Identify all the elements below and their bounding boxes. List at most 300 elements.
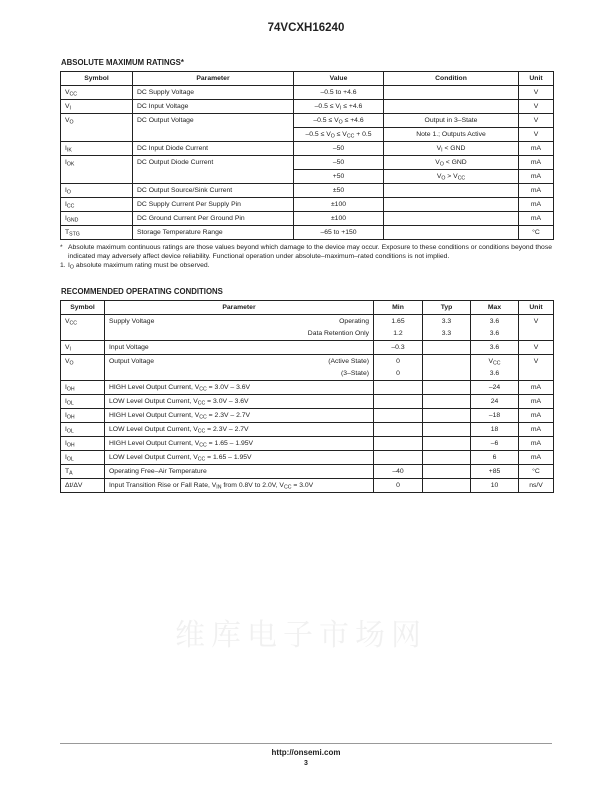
text: mA (530, 159, 542, 166)
parameter-wrap (109, 316, 369, 340)
symbol-cell (61, 465, 105, 479)
table-row (61, 100, 554, 114)
line (68, 243, 554, 261)
unit-cell (519, 409, 554, 423)
text: DC Output Source/Sink Current (137, 187, 233, 194)
parameter-cell (105, 355, 374, 381)
column-header: Parameter (133, 72, 294, 86)
value-cell (294, 142, 384, 156)
line (65, 424, 100, 436)
text: I (65, 398, 67, 405)
subscript: O (441, 175, 446, 182)
min-cell (374, 341, 423, 355)
parameter-cell (133, 86, 294, 100)
subscript: OL (66, 456, 74, 463)
subscript: CC (283, 484, 292, 491)
subscript: CC (66, 203, 75, 210)
typ-cell (423, 355, 471, 381)
line (65, 157, 128, 169)
text: 3.3 (441, 318, 452, 325)
line (109, 438, 369, 450)
text: V (436, 173, 442, 180)
text: < GND (443, 159, 467, 166)
unit-cell (519, 437, 554, 451)
symbol-cell (61, 409, 105, 423)
min-cell (374, 437, 423, 451)
line (388, 157, 514, 169)
value-cell (294, 156, 384, 170)
line (65, 316, 100, 328)
parameter-cell (133, 142, 294, 156)
line (378, 356, 418, 368)
line (378, 368, 418, 380)
subscript: GND (66, 217, 79, 224)
line (298, 101, 379, 113)
subscript: CC (197, 456, 206, 463)
text: = 2.3V – 2.7V (206, 412, 251, 419)
line (298, 129, 379, 141)
text: 10 (490, 482, 499, 489)
subscript: A (69, 470, 73, 477)
value-cell (294, 184, 384, 198)
text: V (533, 358, 539, 365)
condition-cell (384, 100, 519, 114)
min-cell (374, 381, 423, 395)
line (475, 368, 514, 380)
subscript: CC (346, 133, 355, 140)
value-cell (294, 226, 384, 240)
symbol-cell (61, 86, 133, 100)
parameter-cell (105, 409, 374, 423)
parameter-cell (105, 381, 374, 395)
line (68, 261, 210, 270)
min-cell (374, 465, 423, 479)
unit-cell (519, 114, 554, 128)
subscript: I (69, 346, 71, 353)
text: –18 (488, 412, 501, 419)
text: V (436, 145, 442, 152)
line (475, 328, 514, 340)
line (378, 328, 418, 340)
subscript: O (69, 119, 74, 126)
subscript: O (338, 119, 343, 126)
subscript: CC (197, 400, 206, 407)
line (65, 199, 128, 211)
symbol-cell (61, 114, 133, 142)
parameter-cell (133, 212, 294, 226)
line (109, 382, 369, 394)
line (109, 396, 369, 408)
line (65, 356, 100, 368)
text: Output in 3–State (424, 117, 478, 124)
text: HIGH Level Output Current, V (109, 384, 200, 391)
text: 18 (490, 426, 499, 433)
text: I (65, 159, 67, 166)
value-cell (294, 86, 384, 100)
parameter-cell (133, 156, 294, 184)
symbol-cell (61, 198, 133, 212)
unit-cell (519, 381, 554, 395)
parameter-cell (105, 479, 374, 493)
table-row (61, 142, 554, 156)
text: DC Input Diode Current (137, 145, 209, 152)
unit-cell (519, 170, 554, 184)
typ-cell (423, 381, 471, 395)
typ-cell (423, 465, 471, 479)
max-cell (471, 451, 519, 465)
unit-cell (519, 423, 554, 437)
text: mA (530, 440, 542, 447)
condition-cell (384, 212, 519, 226)
subscript: STG (69, 231, 80, 238)
line (65, 227, 128, 239)
column-header: Unit (519, 301, 554, 315)
unit-cell (519, 355, 554, 381)
max-cell (471, 409, 519, 423)
text: 3.3 (441, 330, 452, 337)
abs-max-notes (60, 243, 554, 270)
text: –0.5 ≤ V (305, 131, 331, 138)
condition-cell (384, 86, 519, 100)
table-row (61, 409, 554, 423)
unit-cell (519, 226, 554, 240)
table-row (61, 395, 554, 409)
text: Operating (339, 318, 369, 325)
subscript: OH (66, 442, 75, 449)
subscript: O (69, 360, 74, 367)
symbol-cell (61, 395, 105, 409)
table-row (61, 315, 554, 341)
unit-cell (519, 142, 554, 156)
unit-cell (519, 100, 554, 114)
footnote-mark: * (60, 244, 63, 251)
line (378, 316, 418, 328)
text: –50 (332, 145, 345, 152)
text: 0 (396, 358, 400, 365)
table-row (61, 465, 554, 479)
text: HIGH Level Output Current, V (109, 412, 200, 419)
table-row (61, 156, 554, 170)
footer-url[interactable]: http://onsemi.com (271, 748, 341, 757)
value-cell (294, 100, 384, 114)
value-cell (294, 212, 384, 226)
parameter-condition (328, 356, 369, 380)
max-cell (471, 315, 519, 341)
value-cell (294, 114, 384, 128)
table-row (61, 198, 554, 212)
text: +50 (332, 173, 345, 180)
column-header: Condition (384, 72, 519, 86)
text: T (65, 229, 70, 236)
parameter-cell (105, 315, 374, 341)
line (298, 115, 379, 127)
text: V (533, 89, 539, 96)
symbol-cell (61, 479, 105, 493)
text: V (65, 117, 70, 124)
text: mA (530, 173, 542, 180)
max-cell (471, 437, 519, 451)
max-cell (471, 423, 519, 437)
text: 3.6 (489, 344, 500, 351)
line (308, 316, 369, 328)
symbol-cell (61, 437, 105, 451)
text: mA (530, 384, 542, 391)
text: V (65, 89, 70, 96)
rec-op-conditions-table (60, 300, 554, 493)
text: ±100 (330, 201, 347, 208)
condition-cell (384, 156, 519, 170)
max-cell (471, 381, 519, 395)
text: V (533, 117, 539, 124)
subscript: I (339, 105, 342, 112)
text: –24 (488, 384, 501, 391)
footnote-text (68, 261, 210, 270)
text: LOW Level Output Current, V (109, 454, 198, 461)
footnote (60, 261, 554, 270)
condition-cell (384, 184, 519, 198)
text: = 3.0V (291, 482, 314, 489)
text: –0.5 ≤ V (313, 117, 339, 124)
text: DC Supply Voltage (137, 89, 195, 96)
text: I (65, 215, 67, 222)
text: V (533, 103, 539, 110)
text: 3.6 (489, 330, 500, 337)
line (65, 382, 100, 394)
value-cell (294, 170, 384, 184)
line (388, 171, 514, 183)
column-header: Unit (519, 72, 554, 86)
line (65, 452, 100, 464)
symbol-cell (61, 423, 105, 437)
subscript: CC (493, 360, 501, 367)
parameter-cell (105, 395, 374, 409)
watermark: 维库电子市场网 (175, 618, 427, 653)
text: (Active State) (328, 358, 369, 365)
text: mA (530, 412, 542, 419)
typ-cell (423, 423, 471, 437)
line (65, 410, 100, 422)
value-cell (294, 198, 384, 212)
footnote-text (68, 243, 554, 261)
line (427, 328, 466, 340)
symbol-cell (61, 212, 133, 226)
condition-cell (384, 170, 519, 184)
page-title: 74VCXH16240 (267, 22, 345, 34)
parameter-wrap (109, 356, 369, 380)
text: = 3.0V – 3.6V (205, 398, 249, 405)
text: 3.6 (489, 318, 500, 325)
line (388, 143, 514, 155)
text: Supply Voltage (109, 318, 155, 325)
text: V (533, 318, 539, 325)
parameter-name (109, 356, 154, 380)
text: –0.5 to +4.6 (320, 89, 357, 96)
text: from 0.8V to 2.0V, V (221, 482, 284, 489)
symbol-cell (61, 142, 133, 156)
text: I (65, 145, 67, 152)
max-cell (471, 479, 519, 493)
subscript: CC (457, 175, 466, 182)
min-cell (374, 395, 423, 409)
condition-cell (384, 226, 519, 240)
subscript: O (69, 264, 74, 271)
line (65, 87, 128, 99)
subscript: IK (66, 147, 72, 154)
typ-cell (423, 315, 471, 341)
parameter-cell (105, 423, 374, 437)
subscript: CC (199, 386, 207, 393)
parameter-cell (105, 465, 374, 479)
text: mA (530, 454, 542, 461)
content-column (60, 57, 554, 493)
text: 0 (396, 482, 400, 489)
line (475, 356, 514, 368)
subscript: CC (69, 320, 78, 327)
unit-cell (519, 198, 554, 212)
line (109, 452, 369, 464)
text: 0 (396, 370, 400, 377)
text: ns/V (529, 482, 543, 489)
footnote (60, 243, 554, 261)
min-cell (374, 479, 423, 493)
parameter-cell (133, 100, 294, 114)
column-header: Symbol (61, 72, 133, 86)
text: ≤ V (334, 131, 347, 138)
text: °C (532, 229, 540, 236)
table-row (61, 114, 554, 128)
text: DC Input Voltage (137, 103, 189, 110)
text: I (65, 412, 67, 419)
parameter-cell (105, 451, 374, 465)
text: Operating Free–Air Temperature (109, 468, 207, 475)
symbol-cell (61, 226, 133, 240)
text: DC Output Voltage (137, 117, 194, 124)
text: I (65, 201, 67, 208)
page-number: 3 (304, 760, 308, 767)
subscript: OH (66, 386, 75, 393)
parameter-cell (133, 226, 294, 240)
parameter-cell (105, 341, 374, 355)
text: –0.3 (391, 344, 405, 351)
unit-cell (519, 451, 554, 465)
symbol-cell (61, 451, 105, 465)
parameter-condition (308, 316, 369, 340)
parameter-cell (133, 184, 294, 198)
text: V (65, 344, 70, 351)
text: (3–State) (341, 370, 369, 377)
subscript: OL (66, 428, 74, 435)
text: Storage Temperature Range (137, 229, 223, 236)
text: V (488, 358, 494, 365)
text: 1.2 (393, 330, 403, 337)
text: ≤ +4.6 (341, 103, 363, 110)
max-cell (471, 341, 519, 355)
unit-cell (519, 86, 554, 100)
text: V (65, 358, 70, 365)
typ-cell (423, 409, 471, 423)
text: Absolute maximum continuous ratings are those values beyond which damage to the device may occur. Exposure to these conditions or conditions beyond those indicated may adversely affect device reliability. Functional operation under absolute–maximum–rated conditions is not implied. (68, 244, 552, 260)
text: Input Transition Rise or Fall Rate, V (109, 482, 217, 489)
text: = 3.0V – 3.6V (206, 384, 251, 391)
subscript: O (66, 189, 71, 196)
table-row (61, 423, 554, 437)
column-header: Parameter (105, 301, 374, 315)
unit-cell (519, 465, 554, 479)
min-cell (374, 355, 423, 381)
line (65, 342, 100, 354)
subscript: IN (216, 484, 222, 491)
text: Data Retention Only (307, 330, 369, 337)
table-row (61, 437, 554, 451)
text: V (435, 159, 440, 166)
text: –0.5 ≤ V (314, 103, 340, 110)
min-cell (374, 315, 423, 341)
text: = 1.65 – 1.95V (206, 440, 254, 447)
line (65, 213, 128, 225)
text: mA (530, 187, 542, 194)
line (328, 368, 369, 380)
column-header: Value (294, 72, 384, 86)
line (328, 356, 369, 368)
text: 6 (492, 454, 497, 461)
symbol-cell (61, 381, 105, 395)
text: I (68, 262, 70, 269)
text: –6 (490, 440, 499, 447)
line (65, 101, 128, 113)
text: V (533, 131, 539, 138)
typ-cell (423, 341, 471, 355)
unit-cell (519, 479, 554, 493)
text: ±100 (330, 215, 347, 222)
max-cell (471, 465, 519, 479)
symbol-cell (61, 355, 105, 381)
text: LOW Level Output Current, V (109, 426, 198, 433)
symbol-cell (61, 156, 133, 184)
footer-divider (60, 743, 552, 744)
text: DC Ground Current Per Ground Pin (137, 215, 245, 222)
subscript: CC (69, 91, 78, 98)
unit-cell (519, 341, 554, 355)
text: I (65, 454, 67, 461)
line (308, 328, 369, 340)
value-cell (294, 128, 384, 142)
line (65, 185, 128, 197)
text: ≤ +4.6 (342, 117, 364, 124)
abs-max-ratings-table (60, 71, 554, 240)
text: Note 1.; Outputs Active (416, 131, 486, 138)
text: I (65, 426, 67, 433)
subscript: I (441, 147, 443, 154)
subscript: O (439, 161, 444, 168)
table-row (61, 381, 554, 395)
text: 24 (490, 398, 499, 405)
text: = 2.3V – 2.7V (205, 426, 249, 433)
text: + 0.5 (354, 131, 372, 138)
parameter-cell (105, 437, 374, 451)
unit-cell (519, 212, 554, 226)
subscript: OH (66, 414, 75, 421)
text: ±50 (332, 187, 345, 194)
unit-cell (519, 128, 554, 142)
text: mA (530, 426, 542, 433)
text: mA (530, 215, 542, 222)
table-row (61, 451, 554, 465)
table-row (61, 184, 554, 198)
condition-cell (384, 142, 519, 156)
text: V (533, 344, 539, 351)
min-cell (374, 409, 423, 423)
min-cell (374, 423, 423, 437)
